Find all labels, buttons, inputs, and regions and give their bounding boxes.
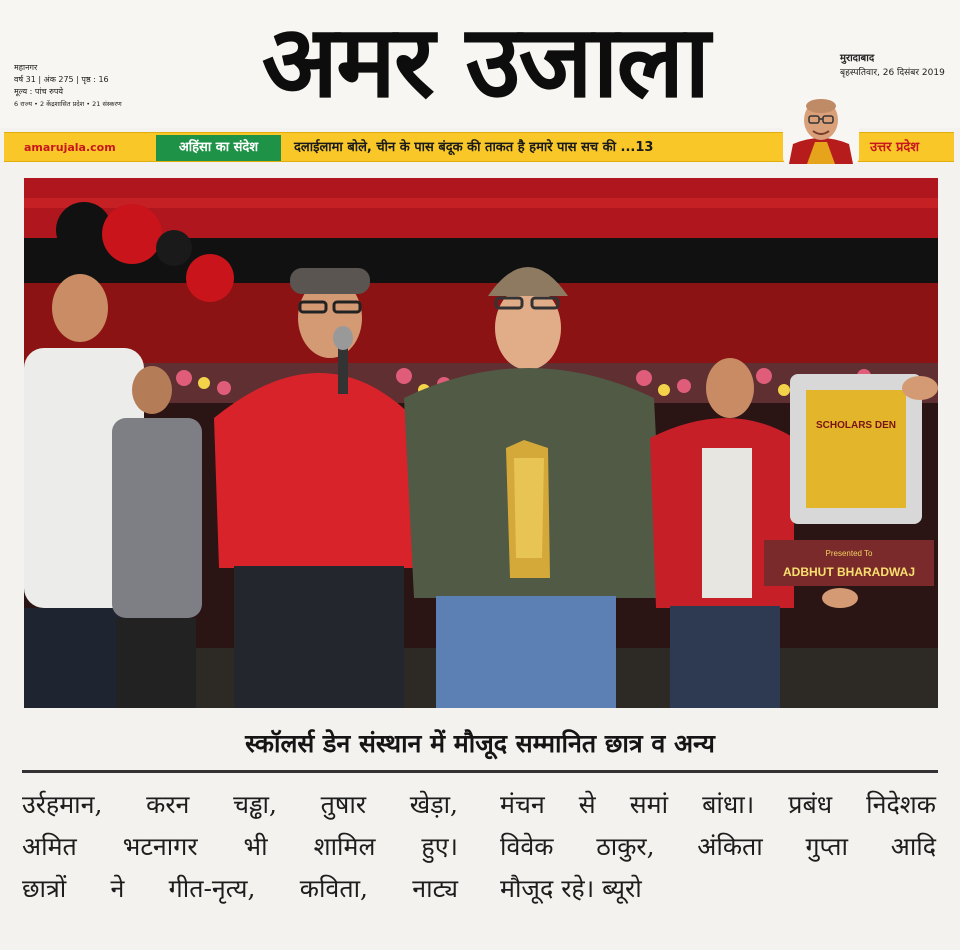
award-frame-text: SCHOLARS DEN: [815, 420, 897, 431]
article-column-left: [22, 784, 458, 910]
article-line: अमित भटनागर भी शामिल हुए।: [22, 832, 458, 861]
reach-info: 6 राज्य • 2 केंद्रशासित प्रदेश • 21 संस्करण: [14, 100, 122, 108]
city-name: मुरादाबाद: [840, 53, 875, 64]
ticker-headline[interactable]: दलाईलामा बोले, चीन के पास बंदूक की ताकत है हमारे पास सच की ...13: [294, 140, 654, 155]
ticker-tag: अहिंसा का संदेश: [156, 135, 281, 161]
article-line: मंचन से समां बांधा। प्रबंध निदेशक: [500, 790, 936, 819]
plaque-name-text: ADBHUT BHARADWAJ: [783, 565, 915, 579]
news-photo: [24, 178, 938, 708]
article-line: मौजूद रहे। ब्यूरो: [500, 874, 642, 903]
issue-date: बृहस्पतिवार, 26 दिसंबर 2019: [840, 68, 945, 78]
section-label: उत्तर प्रदेश: [870, 140, 920, 155]
article-line: विवेक ठाकुर, अंकिता गुप्ता आदि: [500, 832, 936, 861]
portrait-thumbnail: [783, 88, 859, 164]
article-line: उर्रहमान, करन चड्ढा, तुषार खेड़ा,: [22, 790, 458, 819]
edition-name: महानगर: [14, 63, 38, 72]
volume-info: वर्ष 31 | अंक 275 | पृष्ठ : 16: [14, 75, 109, 84]
caption-divider: [22, 770, 938, 773]
dateline: [840, 52, 945, 80]
price: मूल्य : पांच रुपये: [14, 87, 64, 96]
newspaper-logo: अमर उजाला: [261, 3, 709, 120]
article-line: छात्रों ने गीत-नृत्य, कविता, नाट्य: [22, 874, 458, 903]
photo-caption: स्कॉलर्स डेन संस्थान में मौजूद सम्मानित छात्र व अन्य: [245, 729, 715, 758]
article-column-right: [500, 784, 936, 910]
plaque-presented-text: Presented To: [825, 549, 873, 558]
website-link[interactable]: amarujala.com: [24, 141, 116, 154]
edition-info: [14, 62, 122, 110]
